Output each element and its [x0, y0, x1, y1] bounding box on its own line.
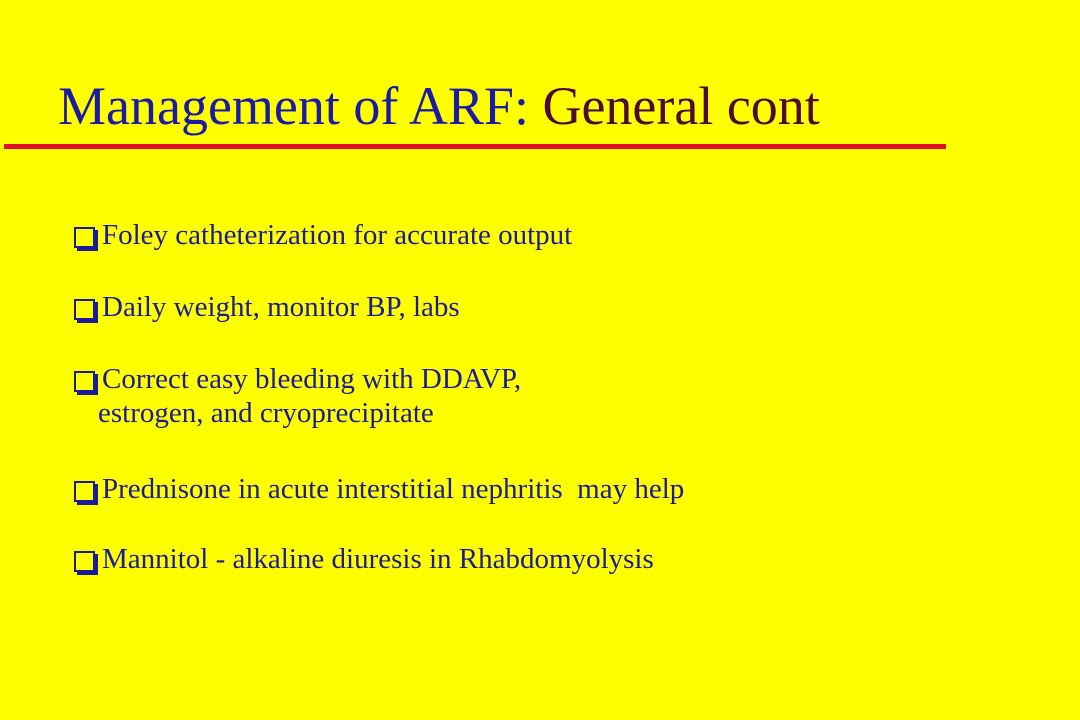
checkbox-bullet-icon — [74, 227, 95, 248]
bullet-item — [74, 290, 460, 324]
slide-title-sub: General cont — [542, 76, 820, 136]
bullet-item — [74, 472, 684, 506]
bullet-text-continuation: estrogen, and cryoprecipitate — [98, 397, 434, 429]
bullet-text: Mannitol - alkaline diuresis in Rhabdomyolysis — [102, 543, 654, 575]
bullet-item — [74, 218, 572, 252]
slide-title — [58, 74, 820, 138]
bullet-text: Daily weight, monitor BP, labs — [102, 291, 460, 323]
bullet-item — [74, 362, 521, 430]
slide-title-main: Management of ARF: — [58, 76, 543, 136]
checkbox-bullet-icon — [74, 551, 95, 572]
bullet-text: Correct easy bleeding with DDAVP, — [102, 363, 522, 395]
bullet-text: Prednisone in acute interstitial nephritis may help — [102, 473, 685, 505]
checkbox-bullet-icon — [74, 371, 95, 392]
bullet-item — [74, 542, 654, 576]
title-underline — [4, 144, 946, 149]
checkbox-bullet-icon — [74, 299, 95, 320]
bullet-text: Foley catheterization for accurate output — [102, 219, 573, 251]
checkbox-bullet-icon — [74, 481, 95, 502]
